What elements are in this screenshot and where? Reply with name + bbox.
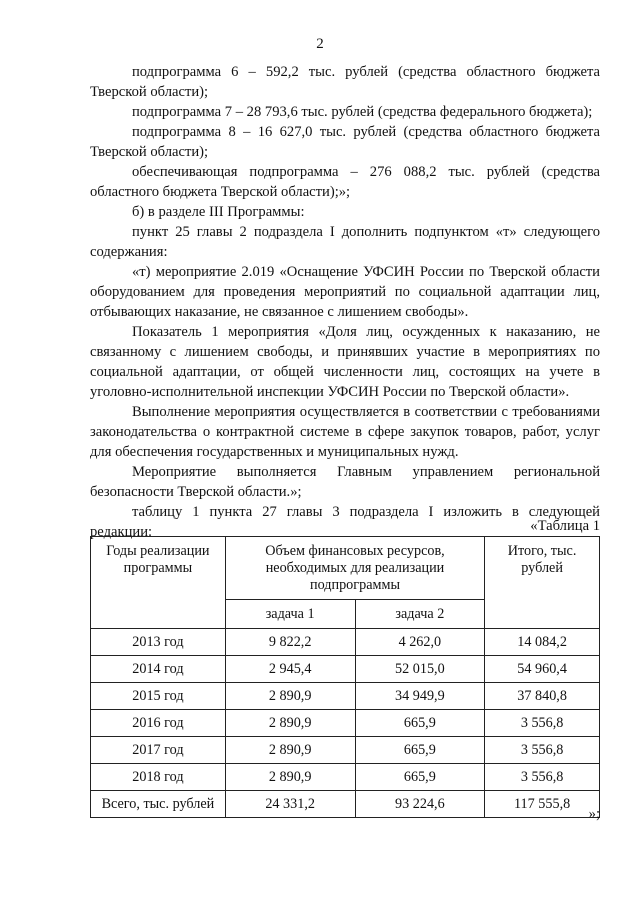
cell-year: 2017 год (91, 737, 226, 764)
table-caption: «Таблица 1 (530, 518, 600, 534)
paragraph: подпрограмма 8 – 16 627,0 тыс. рублей (средства областного бюджета Тверской области); (90, 124, 600, 160)
funding-table (90, 536, 600, 818)
table-row (91, 683, 600, 710)
cell-total: 117 555,8 (485, 791, 600, 818)
cell-task1: 2 890,9 (225, 737, 355, 764)
table-row (91, 737, 600, 764)
cell-task1: 24 331,2 (225, 791, 355, 818)
cell-task1: 2 890,9 (225, 710, 355, 737)
cell-year: 2016 год (91, 710, 226, 737)
cell-task1: 2 890,9 (225, 683, 355, 710)
page-number: 2 (316, 36, 324, 52)
table-row (91, 764, 600, 791)
cell-task2: 52 015,0 (355, 656, 485, 683)
cell-task1: 2 945,4 (225, 656, 355, 683)
cell-total: 3 556,8 (485, 764, 600, 791)
header-task1: задача 1 (225, 600, 355, 629)
paragraph: Показатель 1 мероприятия «Доля лиц, осужденных к наказанию, не связанному с лишением свободы, и принявших участие в мероприятиях по социальной адаптации, от общей численности лиц, состоящих на учете в уголовно-исполнительной инспекции УФСИН России по Тверской области». (90, 324, 600, 400)
cell-task1: 9 822,2 (225, 629, 355, 656)
paragraph: пункт 25 главы 2 подраздела I дополнить подпунктом «т» следующего содержания: (90, 224, 600, 260)
cell-year: 2014 год (91, 656, 226, 683)
paragraph: подпрограмма 7 – 28 793,6 тыс. рублей (средства федерального бюджета); (132, 104, 593, 120)
paragraph: «т) мероприятие 2.019 «Оснащение УФСИН России по Тверской области оборудованием для проведения мероприятий по социальной адаптации лиц, отбывающих наказание, не связанное с лишением свободы». (90, 264, 600, 320)
cell-total: 14 084,2 (485, 629, 600, 656)
cell-total: 3 556,8 (485, 710, 600, 737)
paragraph: б) в разделе III Программы: (132, 204, 305, 220)
header-task2: задача 2 (355, 600, 485, 629)
paragraph: таблицу 1 пункта 27 главы 3 подраздела I изложить в следующей редакции: (90, 504, 600, 540)
table-row (91, 710, 600, 737)
cell-total: 3 556,8 (485, 737, 600, 764)
header-years: Годы реализации программы (91, 537, 226, 629)
header-total: Итого, тыс. рублей (485, 537, 600, 629)
cell-task2: 93 224,6 (355, 791, 485, 818)
table-row (91, 629, 600, 656)
cell-total: 37 840,8 (485, 683, 600, 710)
paragraph: Выполнение мероприятия осуществляется в соответствии с требованиями законодательства о контрактной системе в сфере закупок товаров, работ, услуг для обеспечения государственных и муниципальных нужд. (90, 404, 600, 460)
table-header-row (91, 537, 600, 600)
table-total-row (91, 791, 600, 818)
cell-total: 54 960,4 (485, 656, 600, 683)
cell-year: 2015 год (91, 683, 226, 710)
closing-mark: »; (588, 806, 600, 822)
paragraph: подпрограмма 6 – 592,2 тыс. рублей (средства областного бюджета Тверской области); (90, 64, 600, 100)
cell-task2: 4 262,0 (355, 629, 485, 656)
header-volume: Объем финансовых ресурсов, необходимых для реализации подпрограммы (225, 537, 484, 600)
table-row (91, 656, 600, 683)
cell-task2: 665,9 (355, 764, 485, 791)
cell-task2: 665,9 (355, 737, 485, 764)
cell-year: 2018 год (91, 764, 226, 791)
cell-task2: 34 949,9 (355, 683, 485, 710)
paragraph: Мероприятие выполняется Главным управлением региональной безопасности Тверской области.»; (90, 464, 600, 500)
cell-task2: 665,9 (355, 710, 485, 737)
document-body (90, 62, 600, 542)
cell-task1: 2 890,9 (225, 764, 355, 791)
cell-year: Всего, тыс. рублей (91, 791, 226, 818)
paragraph: обеспечивающая подпрограмма – 276 088,2 тыс. рублей (средства областного бюджета Тверской области);»; (90, 164, 600, 200)
cell-year: 2013 год (91, 629, 226, 656)
